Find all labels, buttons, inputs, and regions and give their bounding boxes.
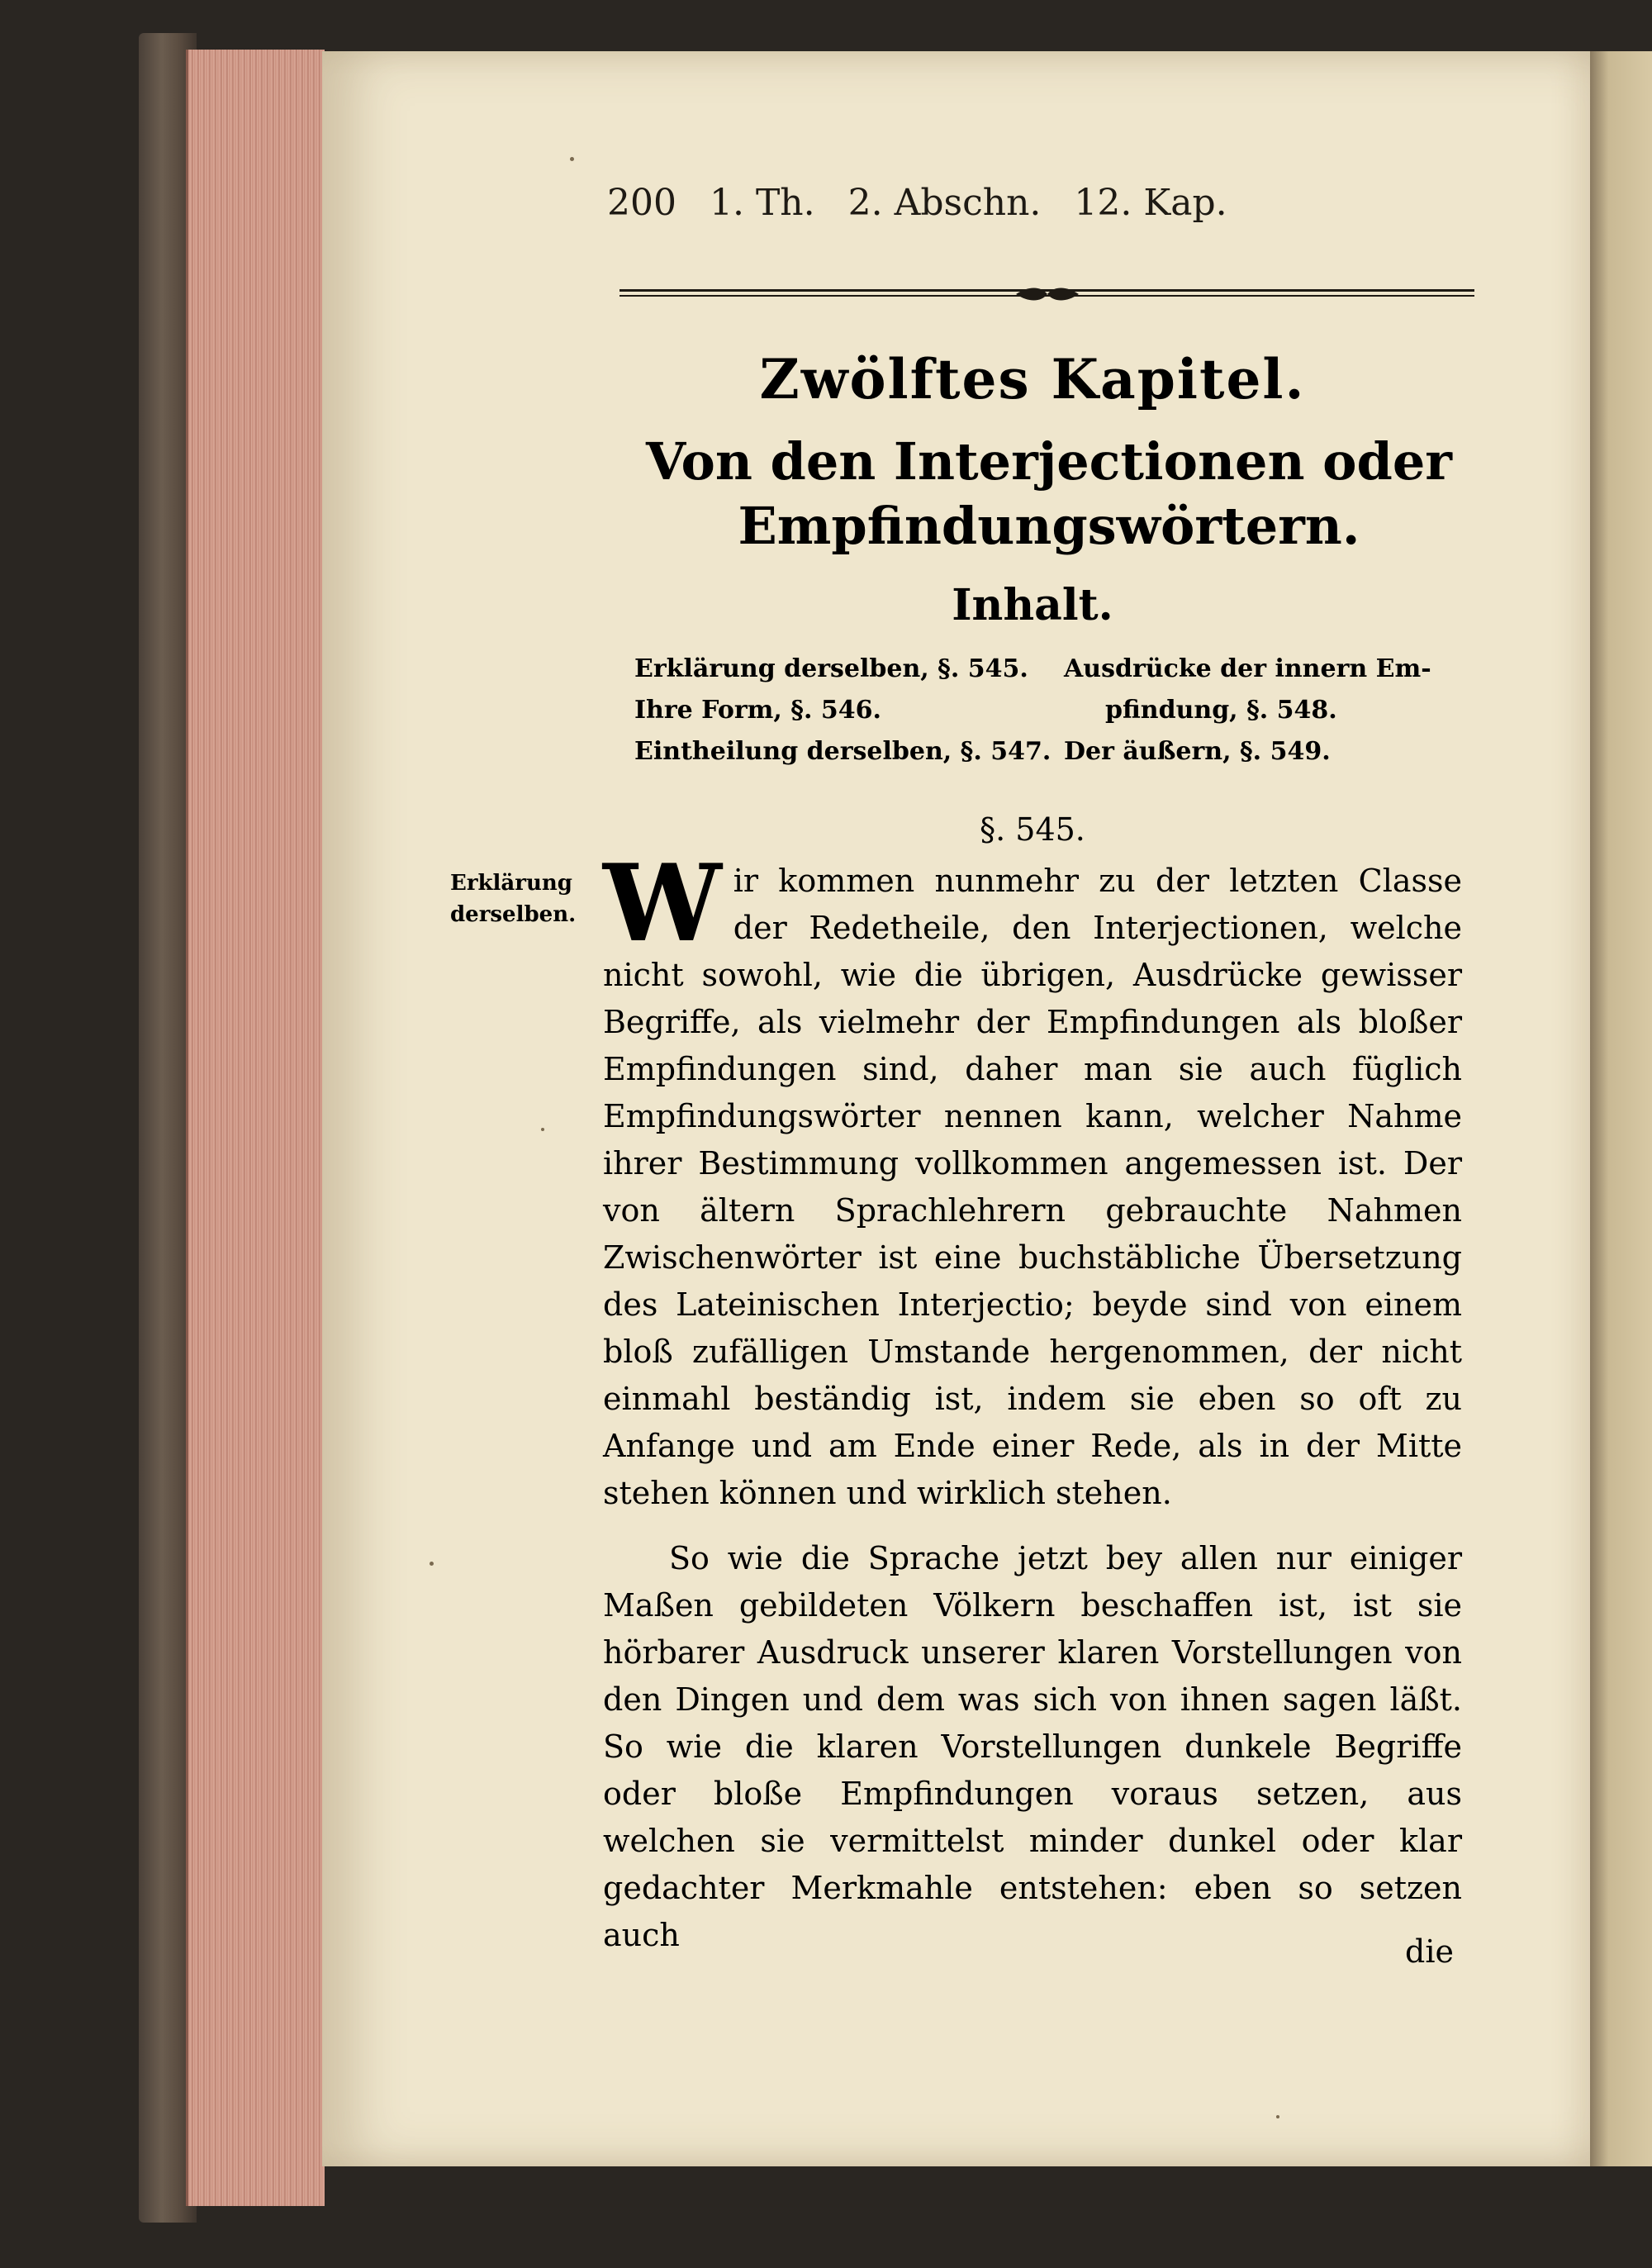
page-edges	[186, 50, 325, 2206]
chapter-title: Von den Interjectionen oder Empfindungswörtern.	[646, 431, 1452, 556]
toc-entry: Eintheilung derselben, §. 547.	[634, 737, 1051, 766]
paper-speck	[541, 1128, 544, 1131]
page-number: 200	[607, 182, 676, 224]
margin-note: Erklärung derselben.	[450, 871, 577, 927]
paper-speck	[1276, 2115, 1279, 2118]
toc-entry: Der äußern, §. 549.	[1064, 737, 1331, 766]
chapter-heading: Zwölftes Kapitel.	[759, 347, 1306, 411]
body-text	[603, 842, 1462, 1959]
toc-entry: Erklärung derselben, §. 545.	[634, 654, 1028, 683]
running-head	[607, 182, 1454, 224]
toc-right-column	[1064, 649, 1469, 773]
paper-speck	[570, 157, 574, 161]
paragraph: So wie die Sprache jetzt bey allen nur einiger Maßen gebildeten Völkern beschaffen ist, ist sie hörbarer Ausdruck unserer klaren Vorstellungen von den Dingen und dem was sich von ihnen sagen läßt. So wie die klaren Vorstellungen dunkele Begriffe oder bloße Empfindungen voraus setzen, aus welchen sie vermittelst minder dunkel oder klar gedachter Merkmahle entstehen: eben so setzen auch	[603, 1540, 1462, 1953]
toc-entry: Ausdrücke der innern Em-	[1064, 654, 1431, 683]
running-head-part: 1. Th.	[709, 182, 815, 224]
toc-left-column	[634, 649, 1064, 773]
toc-entry: pfindung, §. 548.	[1105, 696, 1337, 725]
paper-speck	[430, 1562, 434, 1566]
section-number: §. 545.	[980, 811, 1085, 848]
facing-page-edge	[1590, 51, 1652, 2166]
contents-heading: Inhalt.	[952, 580, 1113, 630]
paragraph-text: ir kommen nunmehr zu der letzten Classe der Redetheile, den Interjectionen, welche nicht sowohl, wie die übrigen, Ausdrücke gewisser Begriffe, als vielmehr der Empfindungen als bloßer Empfindungen sind, daher man sie auch füglich Empfindungswörter nennen kann, welcher Nahme ihrer Bestimmung vollkommen angemessen ist. Der von ältern Sprachlehrern gebrauchte Nahmen Zwischenwörter ist eine buchstäbliche Übersetzung des Lateinischen Interjectio; beyde sind von einem bloß zufälligen Umstande hergenommen, der nicht einmahl beständig ist, indem sie eben so oft zu Anfange und am Ende einer Rede, als in der Mitte stehen können und wirklich stehen.	[603, 863, 1462, 1511]
ornamental-rule	[620, 288, 1474, 301]
paragraph	[603, 842, 1462, 1517]
running-head-chapter: 12. Kap.	[1074, 182, 1227, 224]
drop-cap: W	[603, 842, 722, 966]
toc-entry: Ihre Form, §. 546.	[634, 696, 881, 725]
running-head-section: 2. Abschn.	[847, 182, 1042, 224]
catchword: die	[1405, 1933, 1454, 1970]
